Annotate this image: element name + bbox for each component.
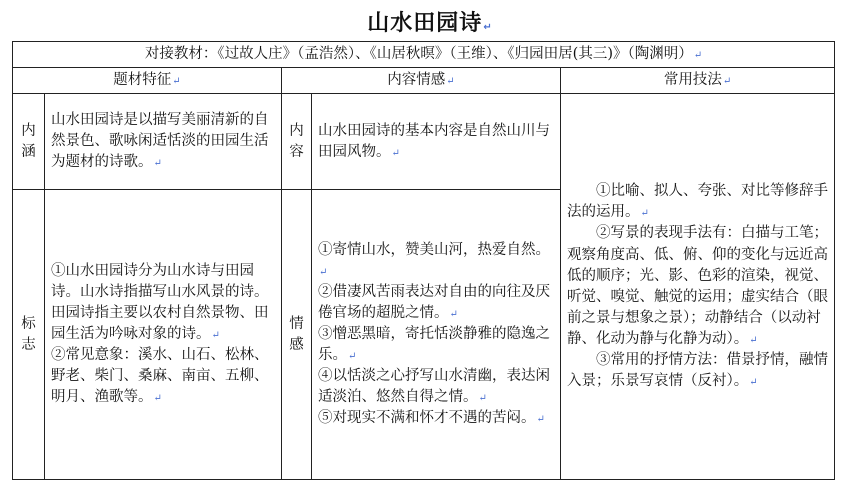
textbook-header: 对接教材：《过故人庄》（孟浩然）、《山居秋暝》（王维）、《归园田居(其三)》（陶渊明）↵ <box>13 42 835 68</box>
emotion-para-5: ⑤对现实不满和怀才不遇的苦闷。↵ <box>318 410 545 427</box>
sign-para-1: ①山水田园诗分为山水诗与田园诗。山水诗指描写山水风景的诗。田园诗指主要以农村自然景物、田园生活为吟咏对象的诗。↵ <box>51 262 269 343</box>
technique-para-1: ①比喻、拟人、夸张、对比等修辞手法的运用。↵ <box>567 183 828 221</box>
label-sign: 标志 <box>13 190 45 480</box>
label-content: 内容 <box>282 94 312 190</box>
technique-para-3: ③常用的抒情方法：借景抒情，融情入景；乐景写哀情（反衬）。↵ <box>567 351 828 389</box>
emotion-para-4: ④以恬淡之心抒写山水清幽，表达闲适淡泊、悠然自得之情。↵ <box>318 368 550 406</box>
sign-para-2: ②常见意象：溪水、山石、松林、野老、柴门、桑麻、南亩、五柳、明月、渔歌等。↵ <box>51 347 269 406</box>
emotion-para-1: ①寄情山水，赞美山河，热爱自然。↵ <box>318 241 550 278</box>
poetry-table <box>12 41 835 480</box>
column-header-technique: 常用技法↵ <box>561 68 835 94</box>
page-title: 山水田园诗↵ <box>367 11 493 36</box>
technique-para-2: ②写景的表现手法有：白描与工笔；观察角度高、低、俯、仰的变化与远近高低的顺序；光、影、色彩的渲染，视觉、听觉、嗅觉、触觉的运用；虚实结合（眼前之景与想象之景）；动静结合（以动衬静、化动为静与化静为动）。↵ <box>567 225 828 347</box>
sign-text <box>45 190 282 480</box>
connotation-text: 山水田园诗是以描写美丽清新的自然景色、歌咏闲适恬淡的田园生活为题材的诗歌。↵ <box>45 94 282 190</box>
emotion-para-2: ②借凄风苦雨表达对自由的向往及厌倦官场的超脱之情。↵ <box>318 283 550 321</box>
column-header-theme: 题材特征↵ <box>13 68 282 94</box>
emotion-para-3: ③憎恶黑暗，寄托恬淡静雅的隐逸之乐。↵ <box>318 326 550 364</box>
label-connotation: 内涵 <box>13 94 45 190</box>
column-header-content: 内容情感↵ <box>282 68 561 94</box>
label-emotion: 情感 <box>282 190 312 480</box>
content-text: 山水田园诗的基本内容是自然山川与田园风物。↵ <box>312 94 561 190</box>
emotion-text <box>312 190 561 480</box>
techniques-text <box>561 94 835 480</box>
